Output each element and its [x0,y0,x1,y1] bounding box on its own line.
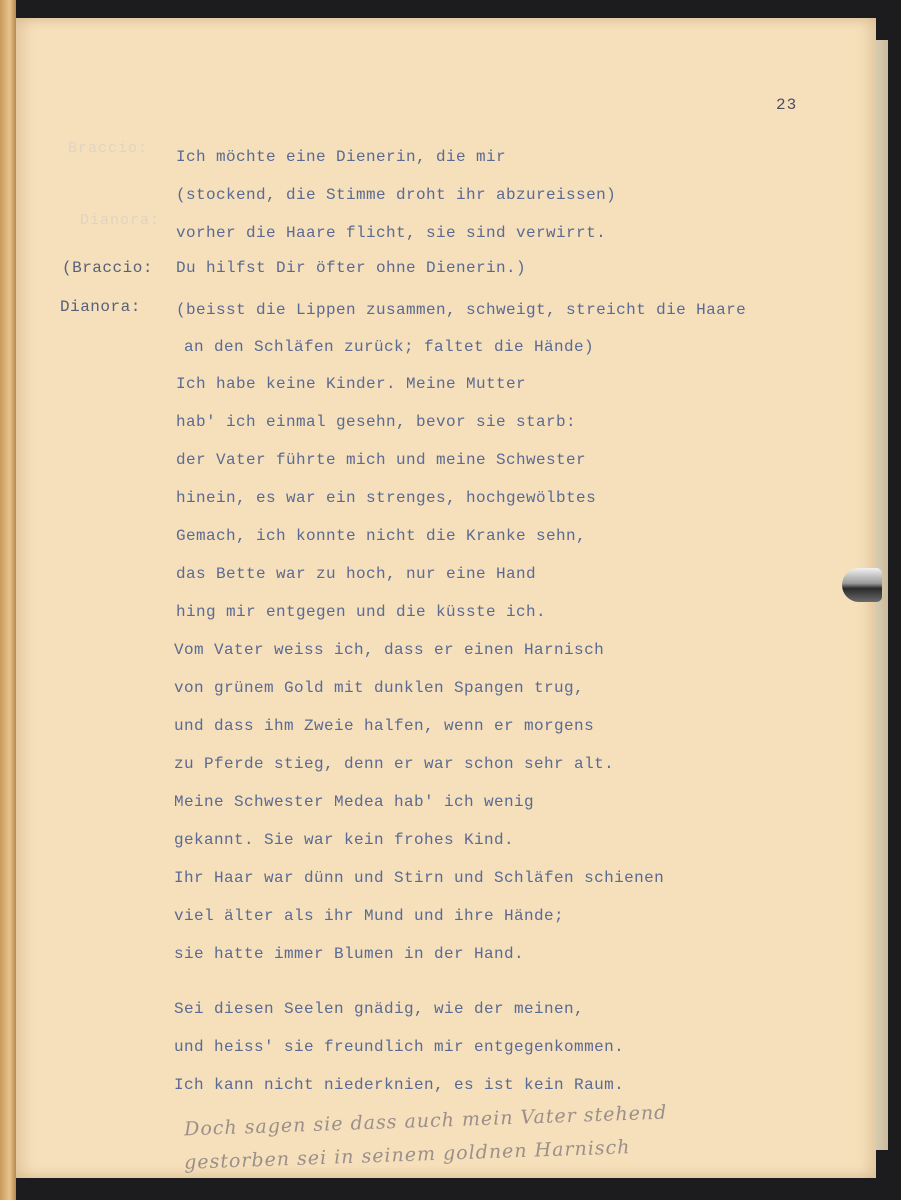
text-line: hab' ich einmal gesehn, bevor sie starb: [176,413,577,431]
typewritten-page [16,18,876,1178]
text-line: viel älter als ihr Mund und ihre Hände; [174,907,565,925]
text-line: zu Pferde stieg, denn er war schon sehr alt. [174,755,615,773]
text-line: (stockend, die Stimme droht ihr abzureissen) [176,186,617,204]
speaker-label: (Braccio: [62,259,153,277]
text-line: Sei diesen Seelen gnädig, wie der meinen, [174,1000,585,1018]
text-line: Meine Schwester Medea hab' ich wenig [174,793,535,811]
text-line: Ich habe keine Kinder. Meine Mutter [176,375,527,393]
show-through-text: Braccio: [68,140,149,157]
text-line: Du hilfst Dir öfter ohne Dienerin.) [176,259,527,277]
text-line: Vom Vater weiss ich, dass er einen Harnisch [174,641,605,659]
text-line: (beisst die Lippen zusammen, schweigt, streicht die Haare [176,301,747,319]
text-line: Gemach, ich konnte nicht die Kranke sehn, [176,527,587,545]
handwritten-note: Doch sagen sie dass auch mein Vater stehend [183,1101,668,1141]
text-line: sie hatte immer Blumen in der Hand. [174,945,525,963]
text-line: Ich kann nicht niederknien, es ist kein Raum. [174,1076,625,1094]
text-line: vorher die Haare flicht, sie sind verwirrt. [176,224,607,242]
binder-clip [842,568,882,602]
show-through-text: Dianora: [80,212,161,229]
text-line: Ihr Haar war dünn und Stirn und Schläfen schienen [174,869,665,887]
text-line: und heiss' sie freundlich mir entgegenkommen. [174,1038,625,1056]
adjacent-page-edge [0,0,16,1200]
text-line: hinein, es war ein strenges, hochgewölbtes [176,489,597,507]
text-line: der Vater führte mich und meine Schwester [176,451,587,469]
text-line: Ich möchte eine Dienerin, die mir [176,148,507,166]
handwritten-note: gestorben sei in seinem goldnen Harnisch [183,1136,631,1174]
speaker-label: Dianora: [60,298,141,316]
text-line: gekannt. Sie war kein frohes Kind. [174,831,515,849]
text-line: an den Schläfen zurück; faltet die Hände) [184,338,595,356]
text-line: das Bette war zu hoch, nur eine Hand [176,565,537,583]
text-line: und dass ihm Zweie halfen, wenn er morgens [174,717,595,735]
text-line: hing mir entgegen und die küsste ich. [176,603,547,621]
page-number: 23 [776,96,798,114]
text-line: von grünem Gold mit dunklen Spangen trug, [174,679,585,697]
